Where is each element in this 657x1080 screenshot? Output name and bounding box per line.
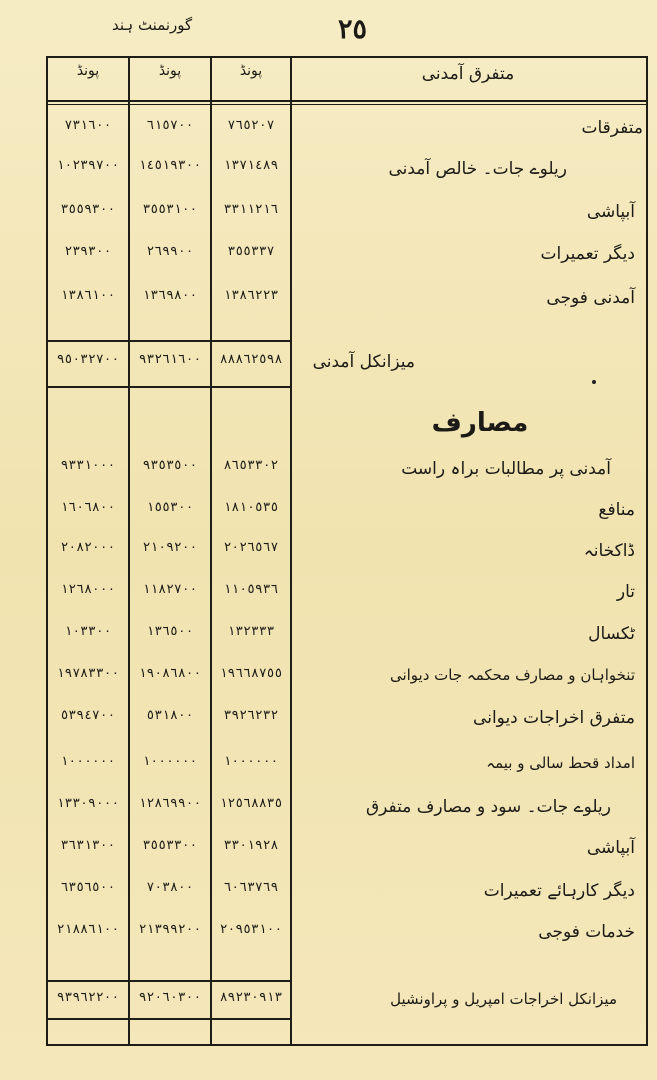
table-row: [0, 624, 657, 654]
cell-col3: ١٨١٠٥٣٥: [223, 500, 279, 515]
row-label: دیگر کارہائے تعمیرات: [483, 881, 635, 901]
row-label: امداد قحط سالی و بیمہ: [486, 754, 635, 772]
cell-col2: ٢١٣٩٩٢٠٠: [138, 922, 202, 937]
cell-col2: ١٥٥٣٠٠: [146, 500, 194, 515]
row-label: متفرقات: [581, 118, 643, 138]
table-row: [0, 838, 657, 868]
cell-col3: ٦٠٦٣٧٦٩: [223, 880, 279, 895]
expense-total-rule-top: [46, 980, 292, 982]
cell-col3: ٣٣١١٢١٦: [223, 202, 279, 217]
cell-col2: ٣٥٥٣٣٠٠: [142, 838, 198, 853]
page-number: ٢٥: [338, 14, 368, 45]
cell-col1: ٢١٨٨٦١٠٠: [56, 922, 120, 937]
row-label: ٹکسال: [588, 624, 635, 644]
cell-col3: ٨٦٥٣٣٠٢: [223, 458, 279, 473]
cell-col3: ٢٠٢٦٥٦٧: [223, 540, 279, 555]
cell-col1: ٣٥٥٩٣٠٠: [60, 202, 116, 217]
row-label: آبپاشی: [586, 202, 635, 222]
cell-col1: ١٠٣٣٠٠: [64, 624, 112, 639]
row-label: میزانکل اخراجات امپریل و پراونشیل: [390, 990, 617, 1008]
cell-col2: ٦١٥٧٠٠: [146, 118, 194, 133]
cell-col2: ٢١٠٩٢٠٠: [142, 540, 198, 555]
cell-col3: ٣٣٠١٩٢٨: [223, 838, 279, 853]
row-label: ریلوے جات۔ خالص آمدنی: [388, 159, 567, 179]
cell-col1: ١٩٧٨٣٣٠٠: [56, 666, 120, 681]
table-row: [0, 540, 657, 570]
cell-col2: ١١٨٢٧٠٠: [142, 582, 198, 597]
cell-col2: ١٤٥١٩٣٠٠: [138, 158, 202, 173]
cell-col2: ٩٣٥٣٥٠٠: [142, 458, 198, 473]
cell-col2: ١٢٨٦٩٩٠٠: [138, 796, 202, 811]
cell-col3: ٢٠٩٥٣١٠٠: [219, 922, 283, 937]
cell-col1: ٩٥٠٣٢٧٠٠: [56, 352, 120, 367]
cell-col3: ٨٩٢٣٠٩١٣: [219, 990, 283, 1005]
cell-col3: ١٣٢٣٣٣: [227, 624, 275, 639]
description-header: متفرق آمدنی: [421, 64, 515, 84]
row-label: تنخواہان و مصارف محکمہ جات دیوانی: [389, 666, 635, 684]
cell-col3: ١٣٧١٤٨٩: [223, 158, 279, 173]
cell-col2: ٩٢٠٦٠٣٠٠: [138, 990, 202, 1005]
running-header: گورنمنٹ ہند: [112, 16, 193, 34]
header-rule-double: [46, 104, 648, 105]
table-row: [0, 118, 657, 148]
cell-col1: ٧٣١٦٠٠: [64, 118, 112, 133]
cell-col1: ٥٣٩٤٧٠٠: [60, 708, 116, 723]
table-row: [0, 202, 657, 232]
column-header-3: پونڈ: [239, 63, 263, 79]
cell-col1: ١٣٣٠٩٠٠٠: [56, 796, 120, 811]
cell-col3: ١٩٦٦٨٧٥٥: [219, 666, 283, 681]
table-row: [0, 708, 657, 738]
header-rule: [46, 100, 648, 102]
table-row: [0, 244, 657, 274]
cell-col2: ٣٥٥٣١٠٠: [142, 202, 198, 217]
cell-col2: ١٠٠٠٠٠٠: [142, 754, 198, 769]
cell-col3: ٣٩٢٦٢٣٢: [223, 708, 279, 723]
expenditure-title: مصارف: [431, 408, 529, 438]
table-row: [0, 796, 657, 826]
expenditure-total-row: [0, 990, 657, 1020]
row-label: متفرق اخراجات دیوانی: [473, 708, 635, 728]
cell-col1: ٢٠٨٢٠٠٠: [60, 540, 116, 555]
table-row: [0, 500, 657, 530]
table-row: [0, 922, 657, 952]
table-row: [0, 288, 657, 318]
cell-col3: ٣٥٥٣٣٧: [227, 244, 275, 259]
income-total-row: [0, 352, 657, 382]
cell-col1: ٦٣٥٦٥٠٠: [60, 880, 116, 895]
row-label: منافع: [598, 500, 635, 520]
ink-dot: [592, 380, 596, 384]
cell-col2: ١٣٦٥٠٠: [146, 624, 194, 639]
row-label: آمدنی پر مطالبات براہ راست: [401, 459, 611, 479]
table-row: [0, 458, 657, 488]
cell-col2: ٩٣٢٦١٦٠٠: [138, 352, 202, 367]
cell-col1: ١٢٦٨٠٠٠: [60, 582, 116, 597]
row-label: دیگر تعمیرات: [540, 244, 635, 264]
cell-col2: ٢٦٩٩٠٠: [146, 244, 194, 259]
cell-col2: ١٩٠٨٦٨٠٠: [138, 666, 202, 681]
cell-col2: ٥٣١٨٠٠: [146, 708, 194, 723]
cell-col3: ٨٨٨٦٢٥٩٨: [219, 352, 283, 367]
row-label: آمدنی فوجی: [546, 288, 635, 308]
cell-col3: ١١٠٥٩٣٦: [223, 582, 279, 597]
row-label: خدمات فوجی: [538, 922, 635, 942]
cell-col1: ١٦٠٦٨٠٠: [60, 500, 116, 515]
row-label: تار: [616, 582, 635, 602]
cell-col3: ١٢٥٦٨٨٣٥: [219, 796, 283, 811]
table-row: [0, 666, 657, 696]
column-header-2: پونڈ: [158, 63, 182, 79]
column-header-1: پونڈ: [76, 63, 100, 79]
table-row: [0, 880, 657, 910]
cell-col1: ٣٦٣١٣٠٠: [60, 838, 116, 853]
cell-col2: ١٣٦٩٨٠٠: [142, 288, 198, 303]
cell-col2: ٧٠٣٨٠٠: [146, 880, 194, 895]
cell-col1: ٩٣٣١٠٠٠: [60, 458, 116, 473]
income-total-rule-bottom: [46, 386, 292, 388]
cell-col1: ٩٣٩٦٢٢٠٠: [56, 990, 120, 1005]
table-row: [0, 582, 657, 612]
row-label: میزانکل آمدنی: [312, 352, 415, 372]
cell-col1: ١٠٢٣٩٧٠٠: [56, 158, 120, 173]
table-row: [0, 158, 657, 188]
table-row: [0, 754, 657, 784]
row-label: آبپاشی: [586, 838, 635, 858]
row-label: ڈاکخانہ: [583, 541, 635, 561]
cell-col3: ٧٦٥٢٠٧: [227, 118, 275, 133]
cell-col3: ١٣٨٦٢٢٣: [223, 288, 279, 303]
cell-col1: ١٠٠٠٠٠٠: [60, 754, 116, 769]
cell-col3: ١٠٠٠٠٠٠: [223, 754, 279, 769]
row-label: ریلوے جات۔ سود و مصارف متفرق: [365, 797, 611, 817]
cell-col1: ١٣٨٦١٠٠: [60, 288, 116, 303]
income-total-rule-top: [46, 340, 292, 342]
cell-col1: ٢٣٩٣٠٠: [64, 244, 112, 259]
